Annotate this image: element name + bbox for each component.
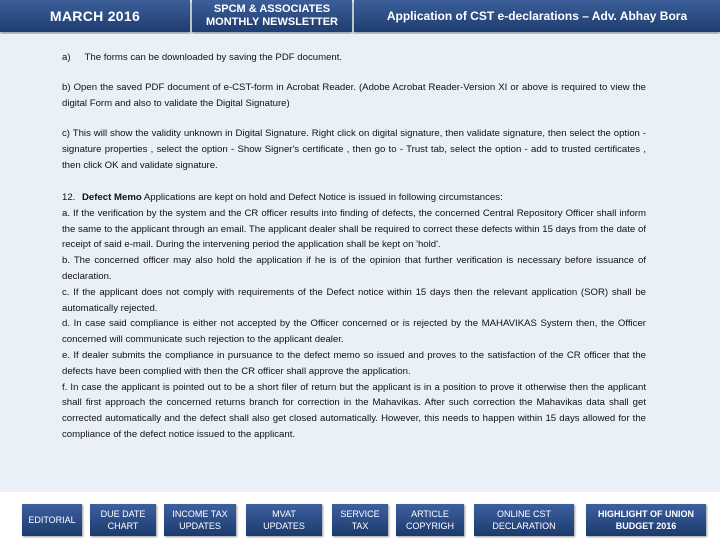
online-cst-line-1: ONLINE CST (496, 509, 551, 519)
section-title: Defect Memo (82, 192, 142, 203)
article-copyright-button[interactable] (396, 504, 464, 536)
income-tax-line-2: UPDATES (179, 521, 221, 531)
section-number: 12. (62, 192, 76, 203)
month-tab (0, 0, 190, 32)
defect-memo-section (62, 190, 646, 443)
defect-item-f: f. In case the applicant is pointed out to be a short filer of return but the applicant is in a position to prove it otherwise then the applicant shall first approach the concerned returns branch for correction in the Mahavikas. After such correction the Mahavikas data shall get corrected automatically and the defect shall also get closed automatically. However, this needs to happen within 15 days allowed for the compliance of the defect notice issued to the applicant. (62, 381, 646, 440)
income-tax-updates-button[interactable] (164, 504, 236, 536)
topic-title: Application of CST e-declarations – Adv. Abhay Bora (386, 9, 688, 23)
paragraph-b: b) Open the saved PDF document of e-CST-form in Acrobat Reader. (Adobe Acrobat Reader-Version XI or above is required to view the digital Form and also to validate the Digital Signature) (62, 82, 646, 109)
service-tax-button[interactable] (332, 504, 388, 536)
article-line-1: ARTICLE (411, 509, 449, 519)
editorial-button[interactable] (22, 504, 82, 536)
topic-tab (354, 0, 720, 32)
newsletter-title-line-2: MONTHLY NEWSLETTER (205, 16, 338, 28)
mvat-label (263, 508, 305, 532)
union-budget-line-2: BUDGET 2016 (615, 521, 677, 531)
due-date-line-1: DUE DATE (100, 509, 146, 519)
online-cst-label (492, 508, 555, 532)
newsletter-title-tab (192, 0, 352, 32)
article-line-2: COPYRIGH (405, 521, 454, 531)
newsletter-title (206, 3, 338, 29)
section-intro: Applications are kept on hold and Defect Notice is issued in following circumstances: (141, 192, 503, 203)
defect-memo-heading (62, 190, 646, 206)
defect-item-e: e. If dealer submits the compliance in pursuance to the defect memo so issued and proves to the satisfaction of the CR officer that the defects have been complied with then the CR officer shall approve the application. (62, 349, 646, 377)
service-tax-line-2: TAX (351, 521, 369, 531)
footer-navigation (0, 492, 720, 540)
newsletter-title-line-1: SPCM & ASSOCIATES (213, 3, 331, 15)
article-label (406, 508, 454, 532)
due-date-line-2: CHART (107, 521, 139, 531)
paragraph-a-label: a) (62, 52, 71, 63)
income-tax-line-1: INCOME TAX (172, 509, 228, 519)
article-body (0, 34, 720, 492)
mvat-line-2: UPDATES (263, 521, 305, 531)
defect-item-d: d. In case said compliance is either not accepted by the Officer concerned or is rejected by the MAHAVIKAS System then, the Officer concerned will communicate such rejection to the applicant dealer. (62, 318, 646, 346)
service-tax-line-1: SERVICE (340, 509, 380, 519)
month-label: MARCH 2016 (49, 8, 141, 24)
defect-item-a: a. If the verification by the system and the CR officer results into finding of defects, the concerned Central Repository Officer shall inform the same to the applicant through an email. The applicant dealer shall be required to correct these defects within 15 days from the date of receipt of said e-mail. During the intervening period the application shall be kept on 'hold'. (62, 207, 646, 251)
paragraph-c: c) This will show the validity unknown in Digital Signature. Right click on digital signature, then validate signature, then select the option - signature properties , select the option - Show Signer's certificate , then go to - Trust tab, select the option - add to trusted certificates , then click OK and validate signature. (62, 128, 646, 171)
paragraph-a (62, 50, 662, 66)
defect-item-b: b. The concerned officer may also hold the application if he is of the opinion that further verification is necessary before issuance of declaration. (62, 255, 646, 282)
paragraph-a-text: The forms can be downloaded by saving the PDF document. (84, 52, 343, 63)
service-tax-label (340, 508, 379, 532)
union-budget-label (598, 508, 694, 532)
online-cst-declaration-button[interactable] (474, 504, 574, 536)
online-cst-line-2: DECLARATION (492, 521, 556, 531)
due-date-chart-button[interactable] (90, 504, 156, 536)
mvat-line-1: MVAT (272, 509, 296, 519)
mvat-updates-button[interactable] (246, 504, 322, 536)
union-budget-highlight-button[interactable] (586, 504, 706, 536)
due-date-chart-label (101, 508, 146, 532)
defect-item-c: c. If the applicant does not comply with requirements of the Defect notice within 15 days then the relevant application (SOR) shall be automatically rejected. (62, 286, 646, 314)
income-tax-label (172, 508, 227, 532)
union-budget-line-1: HIGHLIGHT OF UNION (598, 509, 694, 519)
editorial-label: EDITORIAL (28, 515, 76, 525)
